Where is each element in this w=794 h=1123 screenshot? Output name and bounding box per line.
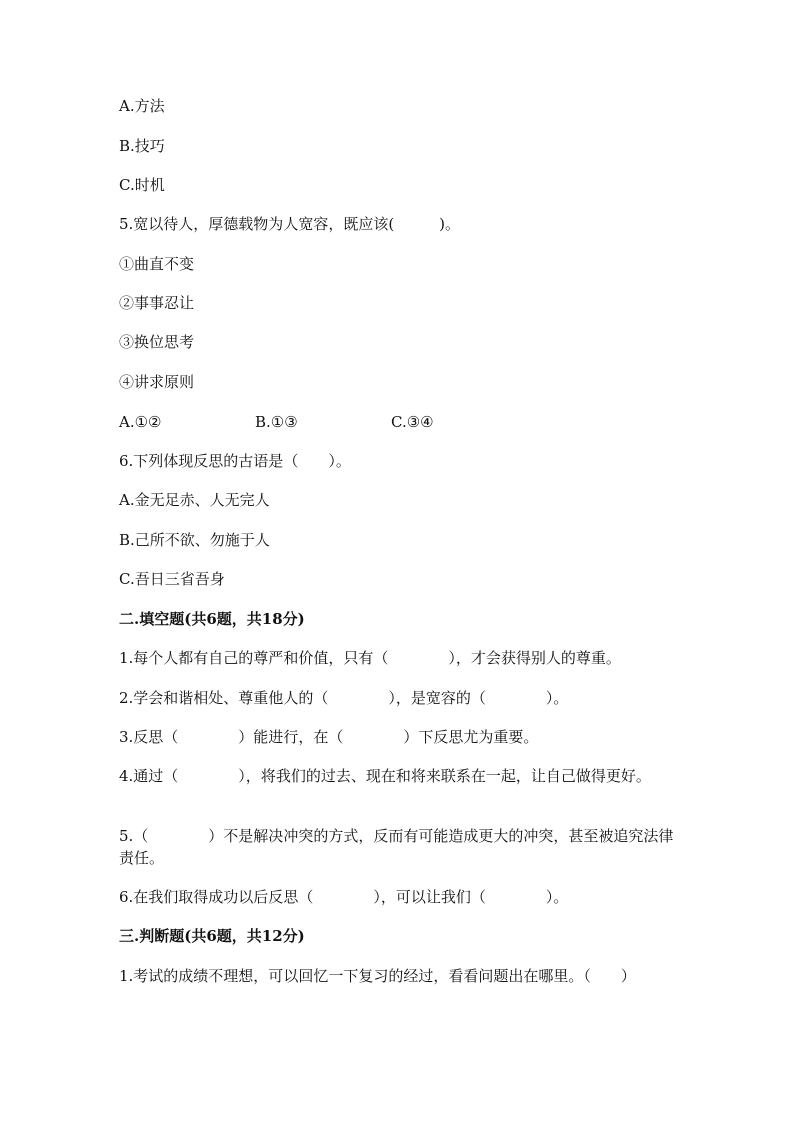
q5-item-2: ②事事忍让 bbox=[119, 294, 195, 312]
q5-choice-a: A.①② bbox=[119, 413, 162, 431]
fill-question-5: 5.（ ）不是解决冲突的方式，反而有可能造成更大的冲突，甚至被追究法律责任。 bbox=[119, 827, 674, 867]
section-2-heading: 二.填空题(共6题，共18分) bbox=[119, 610, 305, 628]
fill-question-4: 4.通过（ ），将我们的过去、现在和将来联系在一起，让自己做得更好。 bbox=[119, 767, 651, 785]
q4-option-c: C.时机 bbox=[119, 176, 165, 194]
q6-option-a: A.金无足赤、人无完人 bbox=[119, 491, 270, 509]
q5-item-3: ③换位思考 bbox=[119, 333, 195, 351]
fill-question-3: 3.反思（ ）能进行，在（ ）下反思尤为重要。 bbox=[119, 728, 539, 746]
judge-question-1: 1.考试的成绩不理想，可以回忆一下复习的经过，看看问题出在哪里。（ ） bbox=[119, 967, 636, 985]
q4-option-a: A.方法 bbox=[119, 97, 165, 115]
fill-question-2: 2.学会和谐相处、尊重他人的（ ），是宽容的（ ）。 bbox=[119, 689, 569, 707]
q6-option-b: B.己所不欲、勿施于人 bbox=[119, 531, 270, 549]
q4-option-b: B.技巧 bbox=[119, 137, 165, 155]
fill-question-6: 6.在我们取得成功以后反思（ ），可以让我们（ ）。 bbox=[119, 888, 569, 906]
section-3-heading: 三.判断题(共6题，共12分) bbox=[119, 927, 305, 945]
q6-stem: 6.下列体现反思的古语是（ ）。 bbox=[119, 452, 351, 470]
q5-stem: 5.宽以待人，厚德载物为人宽容，既应该( )。 bbox=[119, 215, 461, 233]
fill-question-1: 1.每个人都有自己的尊严和价值，只有（ ），才会获得别人的尊重。 bbox=[119, 649, 621, 667]
q5-item-4: ④讲求原则 bbox=[119, 373, 195, 391]
q5-choice-b: B.①③ bbox=[255, 413, 298, 431]
q6-option-c: C.吾日三省吾身 bbox=[119, 570, 225, 588]
q5-choice-c: C.③④ bbox=[391, 413, 434, 431]
q5-item-1: ①曲直不变 bbox=[119, 255, 195, 273]
